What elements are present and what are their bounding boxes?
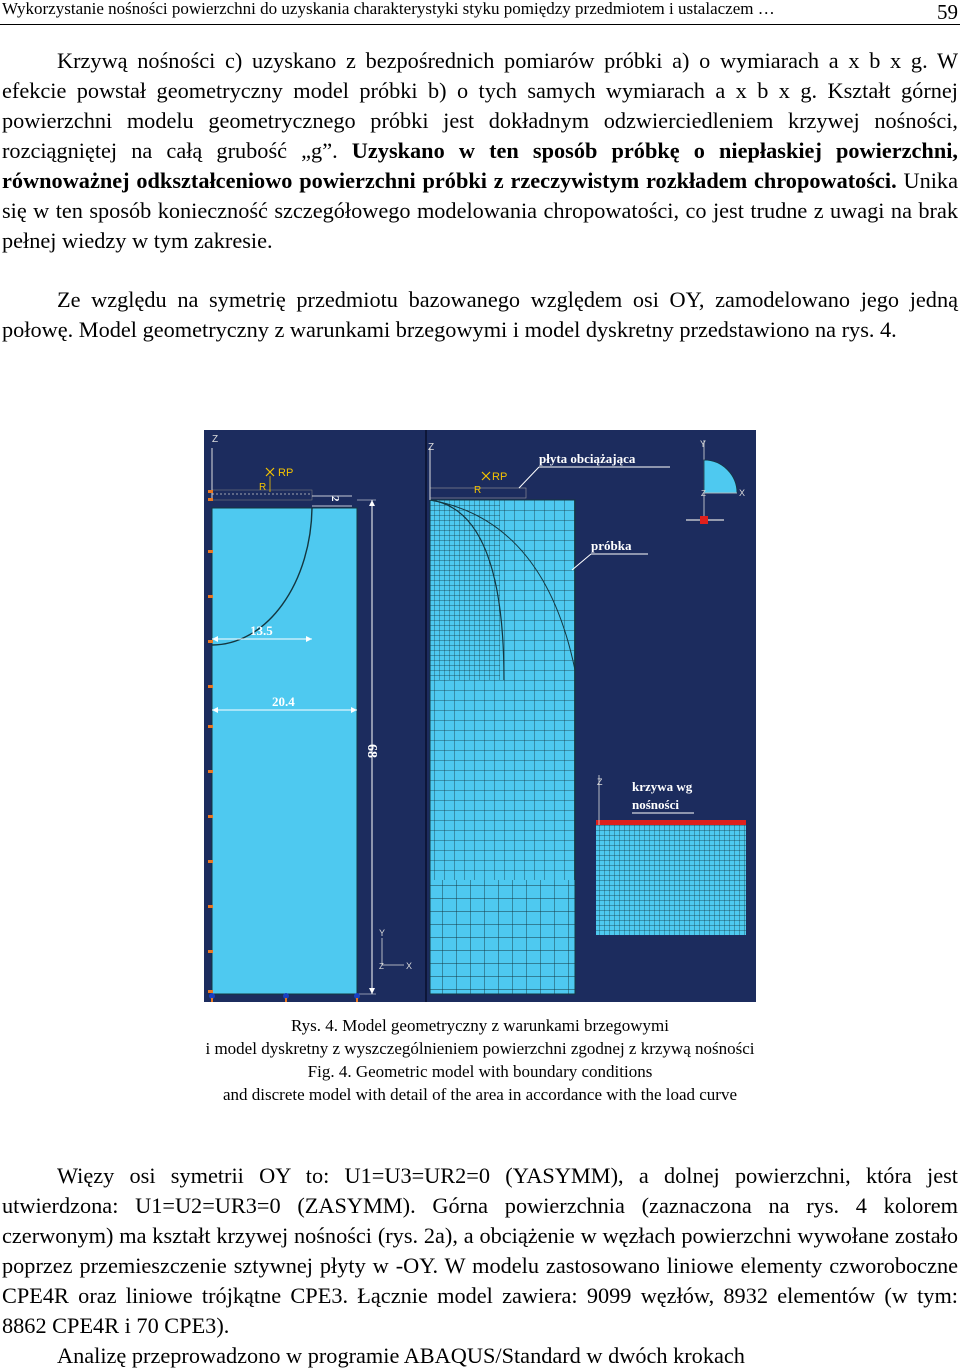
- intro-paragraph-2: [2, 285, 958, 345]
- body-paragraph-2: [2, 1341, 958, 1371]
- detail-axis-z: Z: [597, 777, 603, 787]
- left-rp-label: RP: [278, 467, 294, 479]
- intro-text-c: Unika się w ten sposób konieczność szczegółowego modelowania chropowatości, co jest trudne z uwagi na brak pełnej wiedzy w tym zakresie.: [2, 168, 958, 253]
- right-axis-z: Z: [428, 442, 435, 453]
- left-axis-z: Z: [212, 434, 219, 445]
- dim-width: 20.4: [272, 694, 295, 709]
- inset-z: Z: [701, 489, 706, 498]
- figure-model: [204, 430, 756, 1002]
- body-paragraph-1: [2, 1161, 958, 1341]
- dim-height: 68: [364, 744, 379, 758]
- curve-label-1: krzywa wg: [632, 779, 693, 794]
- surface-strip: [596, 820, 746, 825]
- left-triad-y: Y: [379, 928, 386, 938]
- left-triad-z: Z: [379, 962, 384, 971]
- page-header: [0, 0, 960, 25]
- inset-x: X: [739, 488, 746, 498]
- body-text-p3: Więzy osi symetrii OY to: U1=U3=UR2=0 (YASYMM), a dolnej powierzchni, która jest utwierdzona: U1=U2=UR3=0 (ZASYMM). Górna powierzchnia (zaznaczona na rys. 4 kolorem czerwonym) ma kształt krzywej nośności (rys. 2a), a obciążenie w węzłach powierzchni wywołane zostało poprzez przemieszczenie sztywnej płyty w -OY. W modelu zastosowano liniowe elementy czworoboczne CPE4R oraz liniowe trójkątne CPE3. Łącznie model zawiera: 9099 węzłów, 8932 elementów (w tym: 8862 CPE4R i 70 CPE3).: [2, 1163, 958, 1338]
- intro-text-a: Krzywą nośności c) uzyskano z bezpośrednich pomiarów próbki a) o wymiarach a x b x g. W efekcie powstał geometryczny model próbki b) o tych samych wymiarach a x b x g. Kształt górnej powierzchni modelu geometrycznego próbki jest dokładnym odzwierciedleniem krzywej nośności, rozciągniętej na całą grubość „g”.: [2, 48, 958, 163]
- running-title: Wykorzystanie nośności powierzchni do uzyskania charakterystyki styku pomiędzy przedmiotem i ustalaczem …: [2, 0, 775, 18]
- intro-text-bold: Uzyskano w ten sposób próbkę o niepłaskiej powierzchni, równoważnej odkształceniowo powierzchni próbki z rzeczywistym rozkładem chropowatości.: [2, 138, 958, 193]
- right-rp-label: RP: [492, 471, 508, 483]
- page-number: 59: [937, 0, 958, 24]
- caption-line-2: i model dyskretny z wyszczególnieniem powierzchni zgodnej z krzywą nośności: [205, 1039, 755, 1058]
- plate-label: płyta obciążająca: [539, 451, 636, 466]
- curve-label-2: nośności: [632, 797, 679, 812]
- left-triad-x: X: [406, 961, 413, 971]
- intro-text-p2: Ze względu na symetrię przedmiotu bazowanego względem osi OY, zamodelowano jego jedną połowę. Model geometryczny z warunkami brzegowymi i model dyskretny przedstawiono na rys. 4.: [2, 287, 958, 342]
- dim-top: 2: [329, 496, 341, 502]
- sample-body: [212, 508, 357, 994]
- surface-detail-inset: [596, 775, 746, 935]
- intro-paragraph-1: [2, 46, 958, 256]
- dim-radius: 13.5: [250, 623, 273, 638]
- body-text-p4: Analizę przeprowadzono w programie ABAQUS/Standard w dwóch krokach: [57, 1343, 745, 1368]
- sample-label: próbka: [591, 538, 632, 553]
- caption-line-1: Rys. 4. Model geometryczny z warunkami brzegowymi: [291, 1016, 669, 1035]
- right-r-label: R: [474, 485, 482, 496]
- caption-line-4: and discrete model with detail of the area in accordance with the load curve: [222, 1085, 738, 1104]
- left-r-label: R: [259, 482, 267, 493]
- inset-y: Y: [700, 439, 707, 449]
- caption-line-3: Fig. 4. Geometric model with boundary conditions: [307, 1062, 653, 1081]
